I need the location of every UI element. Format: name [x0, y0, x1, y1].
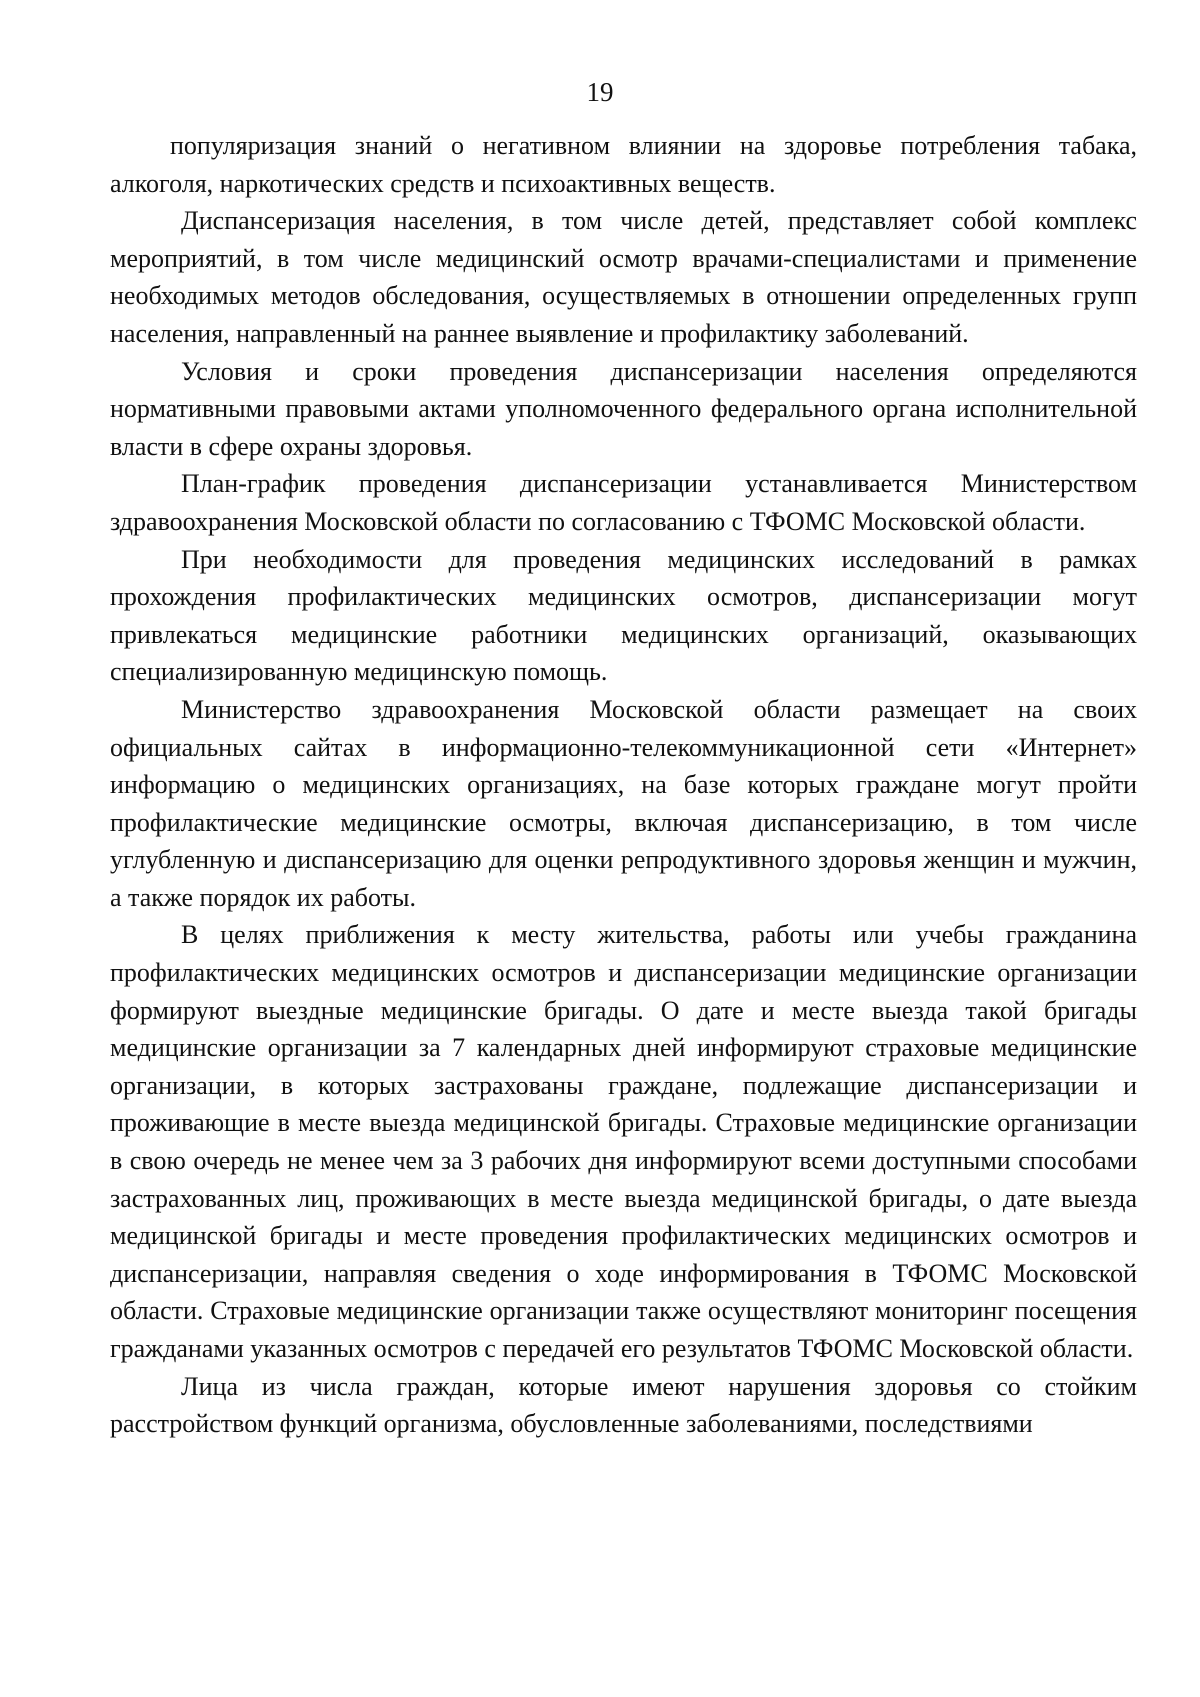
paragraph-8: Лица из числа граждан, которые имеют нарушения здоровья со стойким расстройством функций организма, обусловленные заболеваниями, последствиями	[110, 1371, 1137, 1439]
paragraph-4: План-график проведения диспансеризации устанавливается Министерством здравоохранения Московской области по согласованию с ТФОМС Московской области.	[110, 469, 1137, 536]
page-number: 19	[586, 77, 614, 107]
paragraph-7: В целях приближения к месту жительства, работы или учебы гражданина профилактических медицинских осмотров и диспансеризации медицинские организации формируют выездные медицинские бригады. О дате и месте выезда такой бригады медицинские организации за 7 календарных дней информируют страховые медицинские организации, в которых застрахованы граждане, подлежащие диспансеризации и проживающие в месте выезда медицинской бригады. Страховые медицинские организации в свою очередь не менее чем за 3 рабочих дня информируют всеми доступными способами застрахованных лиц, проживающих в месте выезда медицинской бригады, о дате выезда медицинской бригады и месте проведения профилактических медицинских осмотров и диспансеризации, направляя сведения о ходе информирования в ТФОМС Московской области. Страховые медицинские организации также осуществляют мониторинг посещения гражданами указанных осмотров с передачей его результатов ТФОМС Московской области.	[110, 920, 1137, 1363]
paragraph-3: Условия и сроки проведения диспансеризации населения определяются нормативными правовыми актами уполномоченного федерального органа исполнительной власти в сфере охраны здоровья.	[110, 356, 1137, 461]
paragraph-2: Диспансеризация населения, в том числе детей, представляет собой комплекс мероприятий, в том числе медицинский осмотр врачами-специалистами и применение необходимых методов обследования, осуществляемых в отношении определенных групп населения, направленный на раннее выявление и профилактику заболеваний.	[110, 206, 1137, 348]
document-body	[110, 127, 1137, 1443]
paragraph-1: популяризация знаний о негативном влиянии на здоровье потребления табака, алкоголя, наркотических средств и психоактивных веществ.	[110, 131, 1137, 198]
paragraph-5: При необходимости для проведения медицинских исследований в рамках прохождения профилактических медицинских осмотров, диспансеризации могут привлекаться медицинские работники медицинских организаций, оказывающих специализированную медицинскую помощь.	[110, 544, 1137, 687]
paragraph-6: Министерство здравоохранения Московской области размещает на своих официальных сайтах в информационно-телекоммуникационной сети «Интернет» информацию о медицинских организациях, на базе которых граждане могут пройти профилактические медицинские осмотры, включая диспансеризацию, в том числе углубленную и диспансеризацию для оценки репродуктивного здоровья женщин и мужчин, а также порядок их работы.	[110, 694, 1137, 912]
